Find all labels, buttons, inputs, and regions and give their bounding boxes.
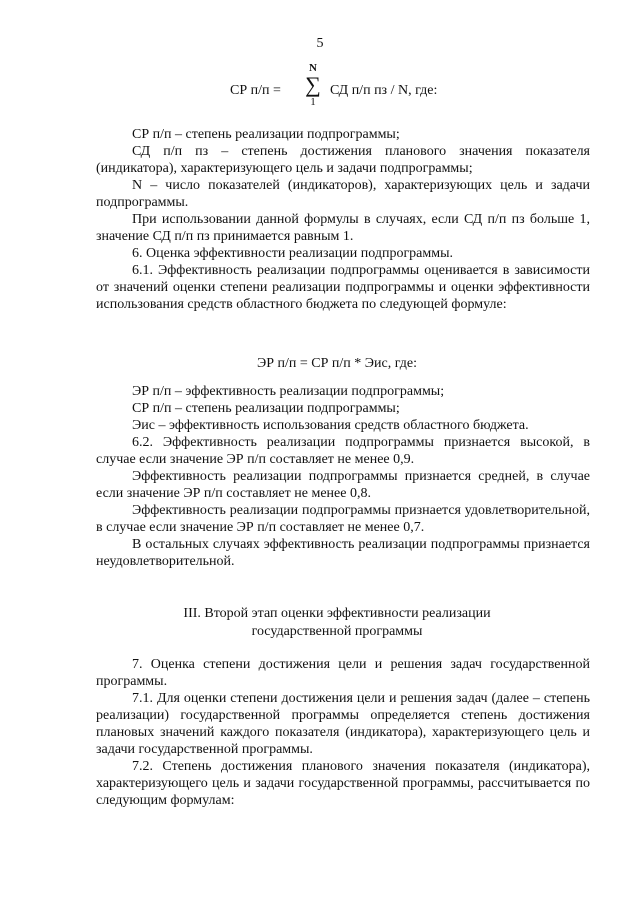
section-title-line-1: III. Второй этап оценки эффективности реализации [183, 606, 491, 621]
paragraph-cap-rule: При использовании данной формулы в случаях, если СД п/п пз больше 1, значение СД п/п пз принимается равным 1. [96, 212, 590, 244]
page-number: 5 [316, 36, 324, 51]
definition-n: N – число показателей (индикаторов), характеризующих цель и задачи подпрограммы. [96, 178, 590, 210]
sum-lower-limit: 1 [310, 96, 316, 108]
section-title-line-2: государственной программы [251, 624, 423, 639]
paragraph-unsatisfactory: В остальных случаях эффективность реализации подпрограммы признается неудовлетворительной. [96, 537, 590, 569]
formula-average-degree [230, 62, 490, 114]
definitions-block-2 [96, 383, 590, 570]
definition-sr: СР п/п – степень реализации подпрограммы; [132, 127, 400, 142]
paragraph-7: 7. Оценка степени достижения цели и решения задач государственной программы. [96, 657, 590, 689]
section-title [0, 605, 640, 641]
paragraph-7-1: 7.1. Для оценки степени достижения цели и решения задач (далее – степень реализации) государственной программы определяется степень достижения плановых значений каждого показателя (индикатора), характеризующего цель и задачи государственной программы. [96, 691, 590, 757]
paragraph-medium: Эффективность реализации подпрограммы признается средней, в случае если значение ЭР п/п составляет не менее 0,8. [96, 469, 590, 501]
paragraph-7-2: 7.2. Степень достижения планового значения показателя (индикатора), характеризующего цель и задачи государственной программы, рассчитывается по следующим формулам: [96, 759, 590, 808]
formula-efficiency: ЭР п/п = СР п/п * Эис, где: [256, 356, 417, 371]
paragraph-6-2-high: 6.2. Эффективность реализации подпрограммы признается высокой, в случае если значение ЭР п/п составляет не менее 0,9. [96, 435, 590, 467]
paragraph-6-1: 6.1. Эффективность реализации подпрограммы оценивается в зависимости от значений оценки степени реализации подпрограммы и оценки эффективности использования средств областного бюджета по следующей формуле: [96, 263, 590, 312]
formula1-rhs: СД п/п пз / N, где: [330, 83, 438, 98]
section-3-body [96, 656, 590, 809]
definitions-block-1 [96, 126, 590, 313]
definition-er: ЭР п/п – эффективность реализации подпрограммы; [132, 384, 445, 399]
paragraph-satisfactory: Эффективность реализации подпрограммы признается удовлетворительной, в случае если значение ЭР п/п составляет не менее 0,7. [96, 503, 590, 535]
sum-upper-limit: N [309, 62, 317, 74]
sum-sign [303, 62, 323, 108]
heading-item-6: 6. Оценка эффективности реализации подпрограммы. [132, 246, 454, 261]
definition-sd: СД п/п пз – степень достижения планового значения показателя (индикатора), характеризующего цель и задачи подпрограммы; [96, 144, 590, 176]
definition-sr-2: СР п/п – степень реализации подпрограммы; [132, 401, 400, 416]
sigma-symbol: ∑ [305, 72, 321, 97]
definition-eis: Эис – эффективность использования средств областного бюджета. [132, 418, 529, 433]
formula1-lhs: СР п/п = [230, 83, 281, 98]
